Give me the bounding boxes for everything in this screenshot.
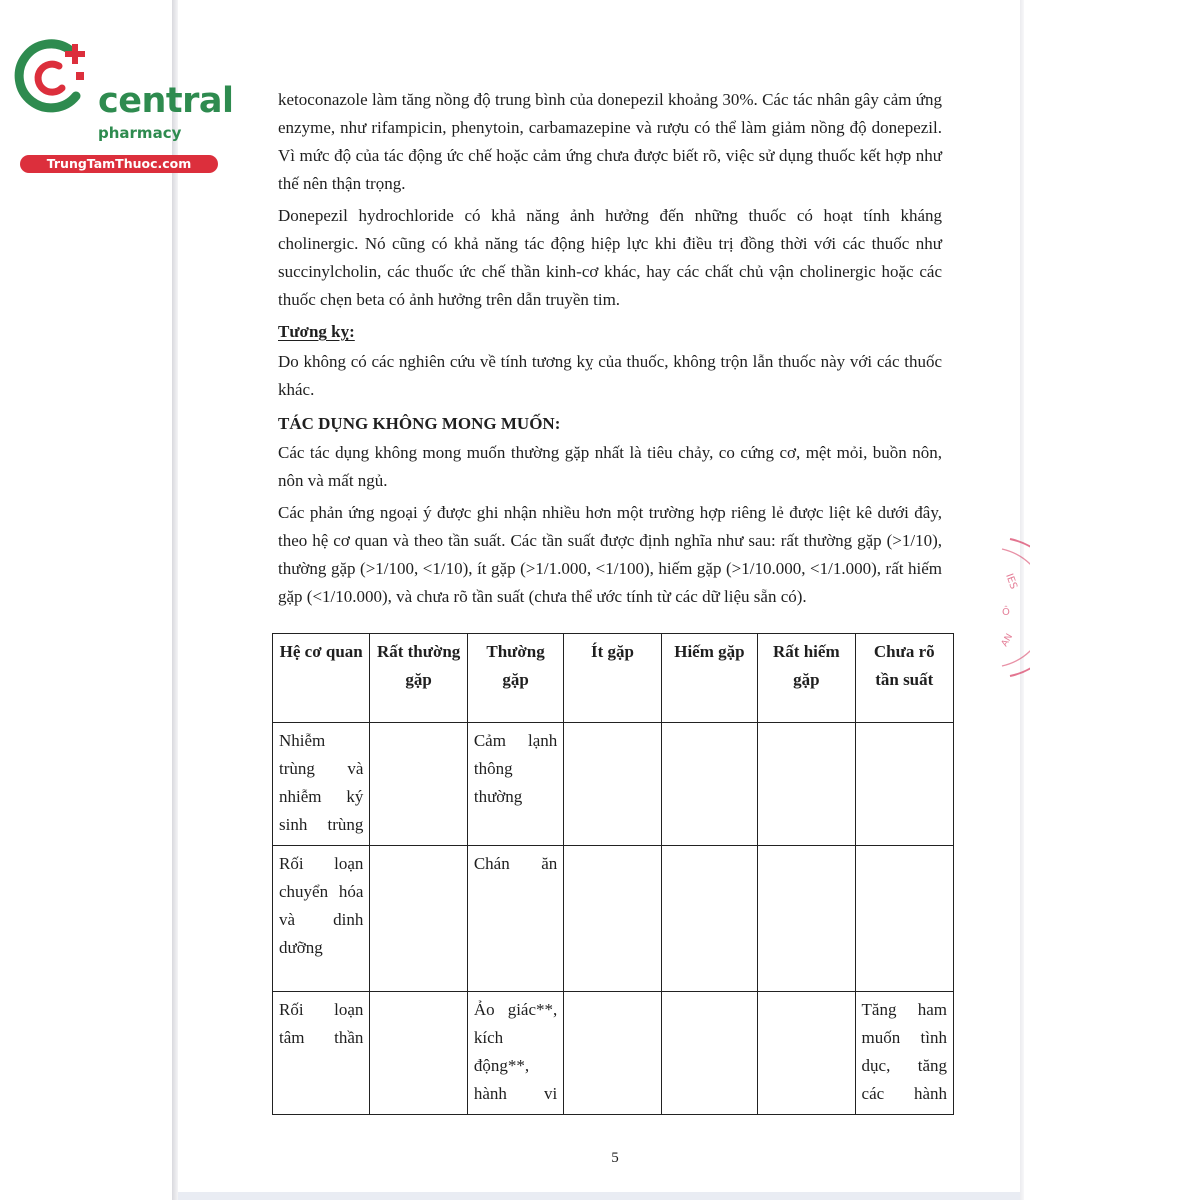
table-cell: [564, 992, 661, 1115]
table-cell: Rối loạn chuyển hóa và dinh dưỡng: [273, 846, 370, 992]
adverse-effects-frequency: Các phản ứng ngoại ý được ghi nhận nhiều hơn một trường hợp riêng lẻ được liệt kê dưới đây, theo hệ cơ quan và theo tần suất. Các tần suất được định nghĩa như sau: rất thường gặp (>1/10), thường gặp (>1/100, <1/10), ít gặp (>1/1.000, <1/100), hiếm gặp (>1/10.000, <1/1.000), rất hiếm gặp (<1/10.000), và chưa rõ tần suất (chưa thể ước tính từ các dữ liệu sẵn có).: [278, 503, 942, 606]
table-cell: [370, 992, 467, 1115]
svg-text:Ô: Ô: [1002, 607, 1010, 618]
table-cell: [855, 723, 953, 846]
table-cell: [661, 723, 757, 846]
logo-mark-icon: [10, 38, 100, 118]
document-body: [278, 86, 942, 615]
header-very-rare: Rất hiếm gặp: [758, 634, 855, 723]
table-cell: [758, 992, 855, 1115]
table-cell: [758, 846, 855, 992]
header-unknown-frequency: Chưa rõ tần suất: [855, 634, 953, 723]
table-cell: Rối loạn tâm thần: [273, 992, 370, 1115]
table-row: [273, 723, 954, 846]
table-cell: [564, 846, 661, 992]
table-cell: Tăng ham muốn tình dục, tăng các hành: [855, 992, 953, 1115]
table-row: [273, 846, 954, 992]
table-cell: Cảm lạnh thông thường: [467, 723, 563, 846]
svg-text:IES: IES: [1003, 572, 1019, 591]
table-cell: [661, 846, 757, 992]
header-organ-system: Hệ cơ quan: [273, 634, 370, 723]
logo-name: central: [98, 81, 234, 121]
pharmacy-logo: [10, 38, 234, 171]
table-cell: [855, 846, 953, 992]
header-common: Thường gặp: [467, 634, 563, 723]
table-cell: Chán ăn: [467, 846, 563, 992]
header-uncommon: Ít gặp: [564, 634, 661, 723]
scan-edge-left: [172, 0, 178, 1200]
table-cell: [370, 723, 467, 846]
table-cell: [758, 723, 855, 846]
table-cell: [370, 846, 467, 992]
seal-stamp-icon: [980, 535, 1030, 680]
table-cell: [564, 723, 661, 846]
table-cell: Nhiễm trùng và nhiễm ký sinh trùng: [273, 723, 370, 846]
paragraph-interactions: ketoconazole làm tăng nồng độ trung bình của donepezil khoảng 30%. Các tác nhân gây cảm ứng enzyme, như rifampicin, phenytoin, carbamazepine và rượu có thể làm giảm nồng độ donepezil. Vì mức độ của tác động ức chế hoặc cảm ứng chưa được biết rõ, việc sử dụng thuốc kết hợp như thế nên thận trọng.: [278, 90, 942, 193]
logo-url: TrungTamThuoc.com: [20, 155, 218, 173]
table-cell: Ảo giác**, kích động**, hành vi: [467, 992, 563, 1115]
table-cell: [661, 992, 757, 1115]
adverse-reactions-table: [272, 633, 954, 1115]
table-row: [273, 992, 954, 1115]
header-rare: Hiếm gặp: [661, 634, 757, 723]
page-number: 5: [611, 1150, 619, 1166]
incompatibility-text: Do không có các nghiên cứu về tính tương kỵ của thuốc, không trộn lẫn thuốc này với các thuốc khác.: [278, 352, 942, 399]
paragraph-cholinergic: Donepezil hydrochloride có khả năng ảnh hưởng đến những thuốc có hoạt tính kháng cholinergic. Nó cũng có khả năng tác động hiệp lực khi điều trị đồng thời với các thuốc như succinylcholin, các thuốc ức chế thần kinh-cơ khác, hay các chất chủ vận cholinergic hoặc các thuốc chẹn beta có ảnh hưởng trên dẫn truyền tim.: [278, 206, 942, 309]
scan-edge-bottom: [178, 1192, 1020, 1200]
incompatibility-heading: Tương kỵ:: [278, 322, 355, 341]
adverse-effects-heading: TÁC DỤNG KHÔNG MONG MUỐN:: [278, 414, 561, 433]
header-very-common: Rất thường gặp: [370, 634, 467, 723]
svg-text:AN: AN: [999, 632, 1016, 649]
logo-subtitle: pharmacy: [98, 124, 182, 142]
adverse-effects-common: Các tác dụng không mong muốn thường gặp nhất là tiêu chảy, co cứng cơ, mệt mỏi, buồn nôn, nôn và mất ngủ.: [278, 443, 942, 490]
table-header-row: [273, 634, 954, 723]
